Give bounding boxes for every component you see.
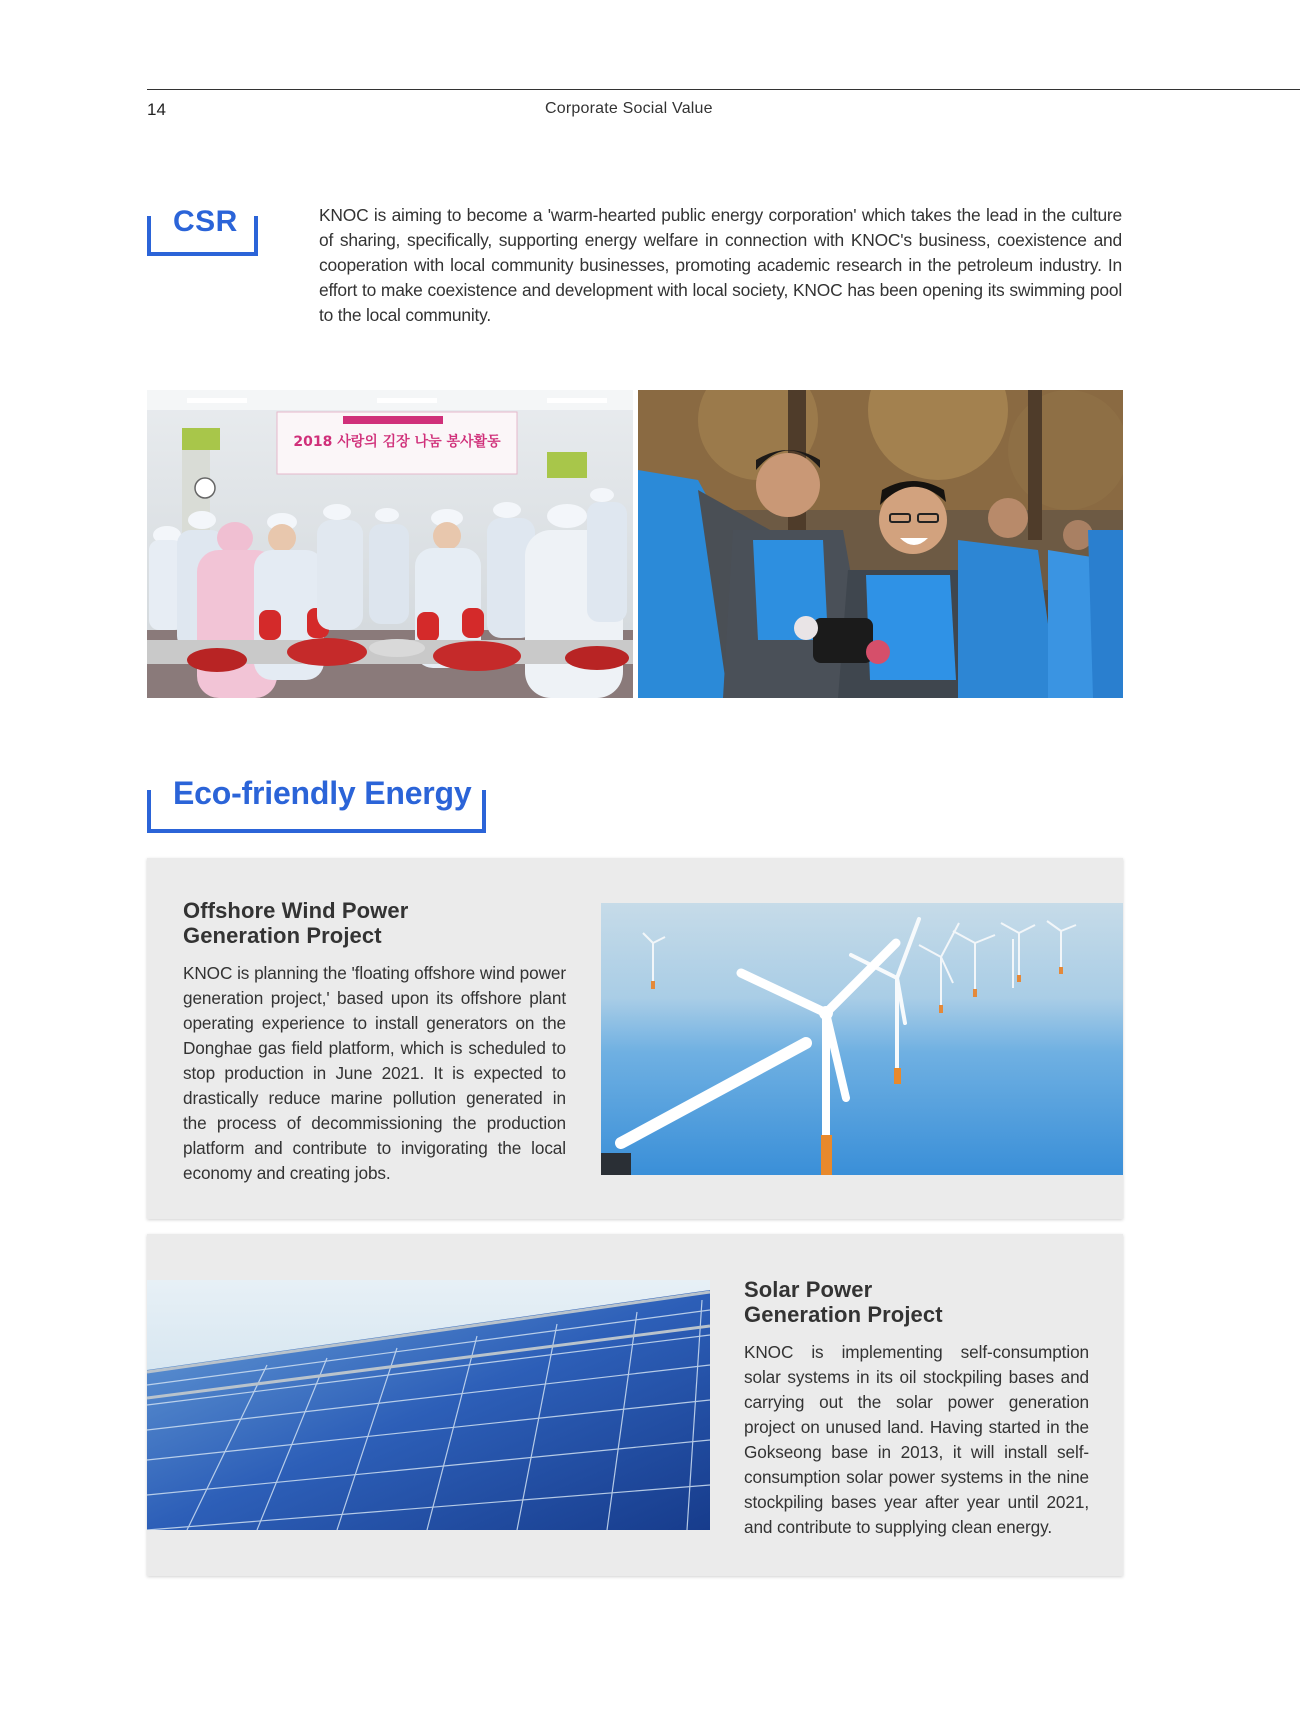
kimchi-volunteering-photo [147,390,633,698]
wind-project-title [183,898,483,948]
csr-intro-paragraph: KNOC is aiming to become a 'warm-hearted public energy corporation' which takes the lead in the culture of sharing, specifically, supporting energy welfare in connection with KNOC's business, coexistence and cooperation with local community businesses, promoting academic research in the petroleum industry. In effort to make coexistence and development with local society, KNOC has been opening its swimming pool to the local community. [319,205,1122,325]
solar-title-line-1: Solar Power [744,1277,873,1302]
wind-title-line-2: Generation Project [183,923,382,948]
page-number: 14 [147,100,166,119]
wind-project-body: KNOC is planning the 'floating offshore wind power generation project,' based upon its offshore plant operating experience to install generators on the Donghae gas field platform, which is scheduled to stop production in June 2021. It is expected to drastically reduce marine pollution generated in the process of decommissioning the production platform and contribute to invigorating the local economy and creating jobs. [183,963,566,1183]
solar-panels-photo [147,1280,710,1530]
volunteers-outdoor-photo [638,390,1123,698]
solar-title-line-2: Generation Project [744,1302,943,1327]
wind-title-line-1: Offshore Wind Power [183,898,409,923]
csr-heading: CSR [173,205,238,238]
eco-heading: Eco-friendly Energy [173,775,472,811]
solar-project-body: KNOC is implementing self-consumption solar systems in its oil stockpiling bases and carrying out the solar power generation project on unused land. Having started in the Gokseong base in 2013, it will install self-consumption solar power systems in the nine stockpiling bases year after year until 2021, and contribute to supplying clean energy. [744,1342,1089,1537]
running-title: Corporate Social Value [545,100,713,117]
header-rule [147,89,1300,90]
solar-project-title [744,1277,1044,1327]
kimchi-banner-text: 2018 사랑의 김장 나눔 봉사활동 [293,434,501,450]
offshore-wind-turbines-photo [601,903,1123,1175]
